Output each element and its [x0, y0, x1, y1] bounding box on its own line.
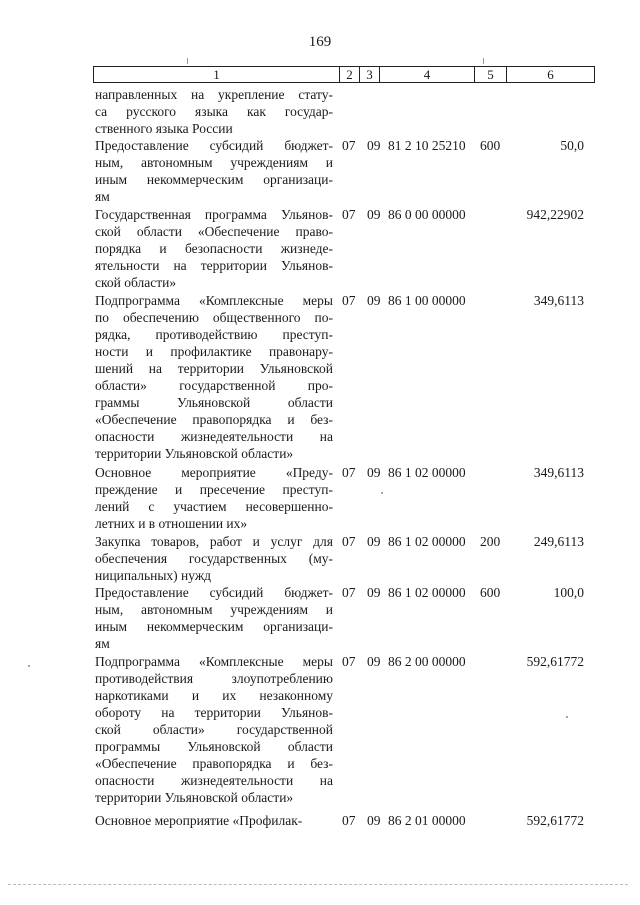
description-line: граммы Ульяновской области	[95, 395, 333, 410]
target-code: 86 2 01 00000	[388, 813, 466, 828]
header-col-1: 1	[213, 67, 220, 82]
scan-tick	[187, 58, 188, 64]
header-col-4: 4	[379, 67, 474, 82]
description-line: противодействия злоупотреблению	[95, 671, 333, 686]
description-line: ным, автономным учреждениям и	[95, 602, 333, 617]
description-line: преждение и пресечение преступ-	[95, 482, 333, 497]
description-line: иным некоммерческим организаци-	[95, 619, 333, 634]
subsection-code: 09	[367, 585, 381, 600]
amount: 942,22902	[526, 207, 584, 222]
description-line: летних и в отношении их»	[95, 516, 248, 531]
table-row-description	[95, 206, 333, 291]
description-line: обороту на территории Ульянов-	[95, 705, 333, 720]
description-line: территории Ульяновской области»	[95, 446, 294, 461]
amount: 592,61772	[526, 654, 584, 669]
header-col-6: 6	[506, 67, 594, 82]
table-row-description	[95, 653, 333, 806]
description-line: ской области»	[95, 275, 177, 290]
amount: 100,0	[553, 585, 584, 600]
section-code: 07	[342, 293, 356, 308]
description-line: са русского языка как государ-	[95, 104, 333, 119]
amount: 50,0	[560, 138, 584, 153]
description-line: наркотиками и их незаконному	[95, 688, 333, 703]
description-line: программы Ульяновской области	[95, 739, 333, 754]
table-row-description	[95, 584, 333, 652]
description-line: Предоставление субсидий бюджет-	[95, 138, 333, 153]
subsection-code: 09	[367, 465, 381, 480]
subsection-code: 09	[367, 534, 381, 549]
header-col-3: 3	[359, 67, 379, 82]
target-code: 81 2 10 25210	[388, 138, 466, 153]
header-col-5: 5	[474, 67, 506, 82]
page-number: 169	[308, 34, 332, 50]
expense-type-code: 200	[480, 534, 501, 549]
subsection-code: 09	[367, 293, 381, 308]
description-line: ям	[95, 636, 110, 651]
description-line: лений с участием несовершенно-	[95, 499, 333, 514]
table-row-description	[95, 533, 333, 584]
amount: 249,6113	[533, 534, 584, 549]
description-line: области» государственной про-	[95, 378, 333, 393]
scan-speck	[566, 716, 568, 718]
section-code: 07	[342, 138, 356, 153]
description-line: ным, автономным учреждениям и	[95, 155, 333, 170]
table-row-description	[95, 812, 333, 829]
description-line: Государственная программа Ульянов-	[95, 207, 333, 222]
subsection-code: 09	[367, 813, 381, 828]
section-code: 07	[342, 207, 356, 222]
subsection-code: 09	[367, 654, 381, 669]
description-line: направленных на укрепление стату-	[95, 87, 333, 102]
section-code: 07	[342, 534, 356, 549]
amount: 349,6113	[533, 293, 584, 308]
section-code: 07	[342, 465, 356, 480]
description-line: ятельности на территории Ульянов-	[95, 258, 333, 273]
description-line: ской области» государственной	[95, 722, 333, 737]
description-line: Закупка товаров, работ и услуг для	[95, 534, 333, 549]
target-code: 86 0 00 00000	[388, 207, 466, 222]
target-code: 86 1 02 00000	[388, 585, 466, 600]
amount: 592,61772	[526, 813, 584, 828]
amount: 349,6113	[533, 465, 584, 480]
description-line: Подпрограмма «Комплексные меры	[95, 293, 333, 308]
section-code: 07	[342, 585, 356, 600]
description-line: «Обеспечение правопорядка и без-	[95, 412, 333, 427]
target-code: 86 1 02 00000	[388, 465, 466, 480]
description-line: ям	[95, 189, 110, 204]
description-line: по обеспечению общественного по-	[95, 310, 333, 325]
description-line: Основное мероприятие «Профилак-	[95, 813, 303, 828]
table-row-description	[95, 137, 333, 205]
table-header-row	[93, 66, 595, 83]
description-line: территории Ульяновской области»	[95, 790, 294, 805]
description-line: Основное мероприятие «Преду-	[95, 465, 333, 480]
expense-type-code: 600	[480, 585, 501, 600]
scan-tick	[483, 58, 484, 64]
description-line: рядка, противодействию преступ-	[95, 327, 333, 342]
description-line: ственного языка России	[95, 121, 233, 136]
description-line: ской области «Обеспечение право-	[95, 224, 333, 239]
section-code: 07	[342, 813, 356, 828]
description-line: иным некоммерческим организаци-	[95, 172, 333, 187]
table-row-description	[95, 292, 333, 462]
scan-speck	[28, 665, 30, 667]
description-line: «Обеспечение правопорядка и без-	[95, 756, 333, 771]
description-line: ниципальных) нужд	[95, 568, 212, 583]
description-line: Подпрограмма «Комплексные меры	[95, 654, 333, 669]
section-code: 07	[342, 654, 356, 669]
target-code: 86 1 02 00000	[388, 534, 466, 549]
expense-type-code: 600	[480, 138, 501, 153]
table-row-description	[95, 86, 333, 137]
description-line: ности и профилактике правонару-	[95, 344, 333, 359]
scan-speck	[381, 492, 383, 494]
subsection-code: 09	[367, 138, 381, 153]
target-code: 86 1 00 00000	[388, 293, 466, 308]
target-code: 86 2 00 00000	[388, 654, 466, 669]
description-line: шений на территории Ульяновской	[95, 361, 333, 376]
table-row-description	[95, 464, 333, 532]
description-line: порядка и безопасности жизнеде-	[95, 241, 333, 256]
description-line: обеспечения государственных (му-	[95, 551, 333, 566]
subsection-code: 09	[367, 207, 381, 222]
description-line: Предоставление субсидий бюджет-	[95, 585, 333, 600]
description-line: опасности жизнедеятельности на	[95, 773, 333, 788]
header-col-2: 2	[339, 67, 359, 82]
description-line: опасности жизнедеятельности на	[95, 429, 333, 444]
scan-edge	[8, 884, 628, 885]
